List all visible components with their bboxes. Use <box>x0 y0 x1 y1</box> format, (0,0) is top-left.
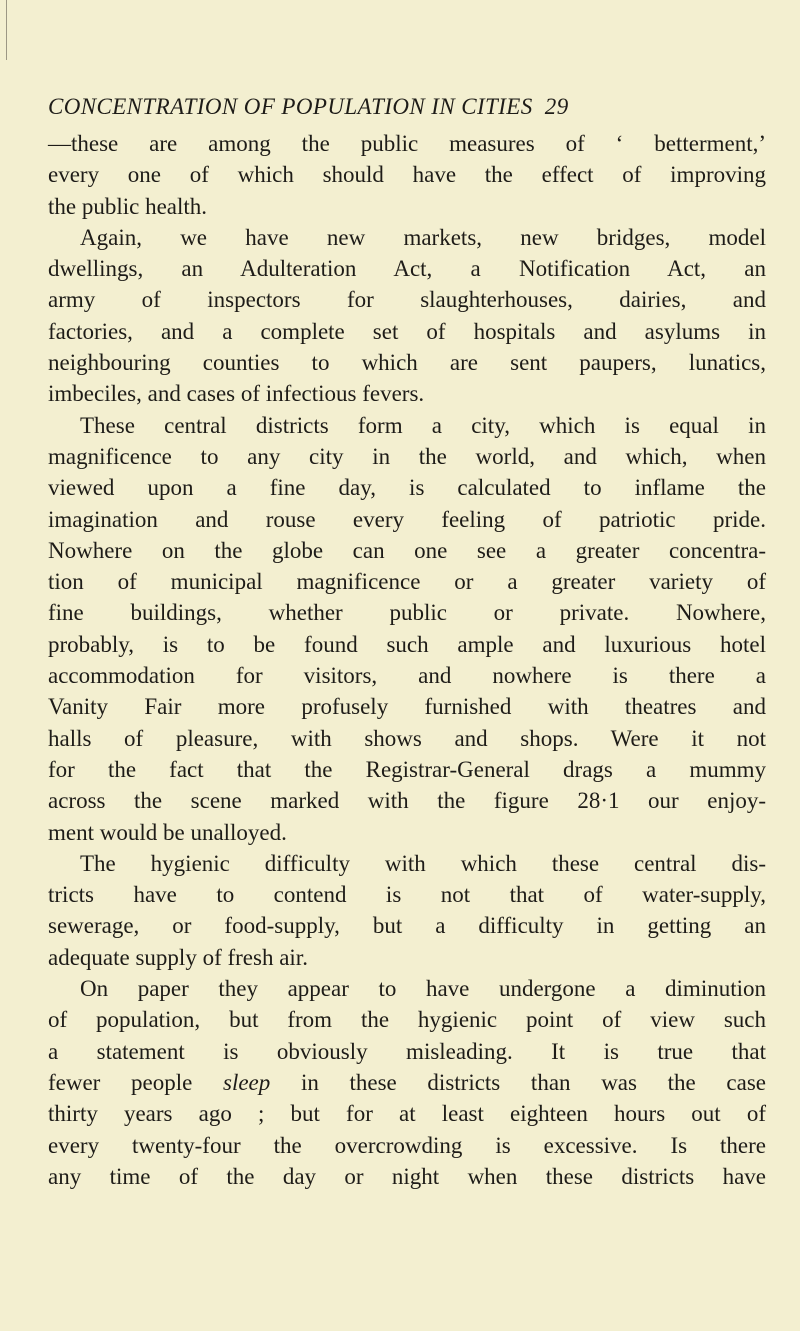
text-line: every one of which should have the effect of improving <box>48 162 766 188</box>
text-line: tion of municipal magnificence or a greater variety of <box>48 569 766 595</box>
text-line: adequate supply of fresh air. <box>48 944 308 970</box>
text-line: factories, and a complete set of hospitals and asylums in <box>48 318 766 344</box>
running-header <box>48 94 768 126</box>
text-line: across the scene marked with the figure 28·1 our enjoy- <box>48 788 766 814</box>
text-line: These central districts form a city, which is equal in <box>80 412 766 438</box>
text-line <box>48 1067 766 1098</box>
text-line: ment would be unalloyed. <box>48 819 287 845</box>
page-number: 29 <box>544 94 569 119</box>
text-line: Again, we have new markets, new bridges, model <box>80 224 766 250</box>
text-line: sewerage, or food-supply, but a difficulty in getting an <box>48 913 766 939</box>
text-line: On paper they appear to have undergone a diminution <box>80 976 766 1002</box>
text-line: imbeciles, and cases of infectious fevers. <box>48 381 425 407</box>
text-line: fine buildings, whether public or private. Nowhere, <box>48 600 766 626</box>
text-line: The hygienic difficulty with which these central dis- <box>80 850 766 876</box>
text-line: probably, is to be found such ample and luxurious hotel <box>48 631 766 657</box>
text-line: any time of the day or night when these districts have <box>48 1163 766 1189</box>
text-line: accommodation for visitors, and nowhere is there a <box>48 663 766 689</box>
body-text <box>48 128 766 1192</box>
text-line: neighbouring counties to which are sent paupers, lunatics, <box>48 350 766 376</box>
text-line: of population, but from the hygienic point of view such <box>48 1007 766 1033</box>
text-line: halls of pleasure, with shows and shops. Were it not <box>48 725 766 751</box>
text-line: tricts have to contend is not that of water-supply, <box>48 882 766 908</box>
text-line: viewed upon a fine day, is calculated to inflame the <box>48 475 766 501</box>
text-line: the public health. <box>48 193 208 219</box>
text-line: dwellings, an Adulteration Act, a Notification Act, an <box>48 256 766 282</box>
text-line: Nowhere on the globe can one see a greater concentra- <box>48 537 766 563</box>
text-line: a statement is obviously misleading. It is true that <box>48 1038 766 1064</box>
text-line: magnificence to any city in the world, and which, when <box>48 443 766 469</box>
text-line: army of inspectors for slaughterhouses, dairies, and <box>48 287 766 313</box>
text-line: thirty years ago ; but for at least eighteen hours out of <box>48 1101 766 1127</box>
italic-word: sleep <box>223 1069 271 1095</box>
text-segment: fewer people <box>48 1069 223 1095</box>
text-segment: in these districts than was the case <box>270 1069 766 1095</box>
running-title: CONCENTRATION OF POPULATION IN CITIES <box>48 94 533 119</box>
page-edge-line <box>6 0 7 60</box>
text-line: Vanity Fair more profusely furnished with theatres and <box>48 694 766 720</box>
text-line: —these are among the public measures of ‘ betterment,’ <box>48 131 766 156</box>
text-line: for the fact that the Registrar-General drags a mummy <box>48 756 766 782</box>
text-line: imagination and rouse every feeling of patriotic pride. <box>48 506 766 532</box>
text-line: every twenty-four the overcrowding is excessive. Is there <box>48 1132 766 1158</box>
